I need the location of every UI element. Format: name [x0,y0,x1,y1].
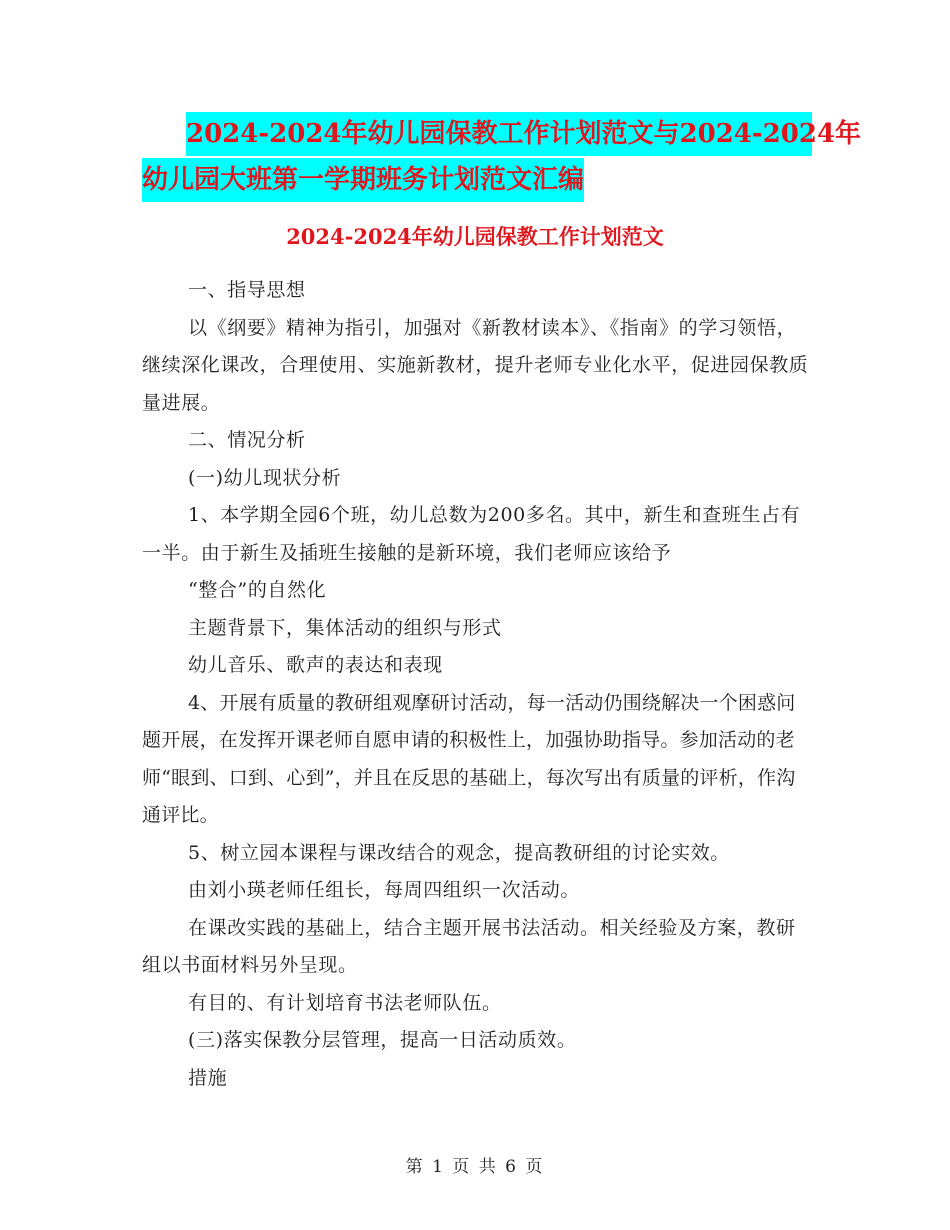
paragraph-music-expression: 幼儿音乐、歌声的表达和表现 [188,654,443,676]
document-title [142,112,862,202]
paragraph-group-leader: 由刘小瑛老师任组长，每周四组织一次活动。 [188,879,581,901]
paragraph-item-1: 1、本学期全园6个班，幼儿总数为200多名。其中，新生和查班生占有一半。由于新生及插班生接触的是新环境，我们老师应该给予 [142,504,801,564]
paragraph-theme-background: 主题背景下，集体活动的组织与形式 [188,616,502,639]
heading-child-status: (一)幼儿现状分析 [188,466,342,489]
heading-layered-management: (三)落实保教分层管理，提高一日活动质效。 [188,1029,577,1051]
heading-situation-analysis: 二、情况分析 [188,429,306,451]
section-subtitle: 2024-2024年幼儿园保教工作计划范文 [286,224,664,249]
title-line-2: 幼儿园大班第一学期班务计划范文汇编 [142,158,584,202]
paragraph-item-4: 4、开展有质量的教研组观摩研讨活动，每一活动仍围绕解决一个困惑问题开展，在发挥开课老师自愿申请的积极性上，加强协助指导。参加活动的老师“眼到、口到、心到”，并且在反思的基础上，每次写出有质量的评析，作沟通评比。 [142,691,796,826]
paragraph-calligraphy: 在课改实践的基础上，结合主题开展书法活动。相关经验及方案，教研组以书面材料另外呈现。 [142,916,796,976]
page-footer: 第 1 页 共 6 页 [405,1157,545,1177]
heading-guiding-thought: 一、指导思想 [188,279,306,301]
heading-measures: 措施 [188,1066,228,1089]
document-body [142,272,812,1097]
paragraph-integration: “整合”的自然化 [188,579,327,601]
title-line-1: 2024-2024年幼儿园保教工作计划范文与2024-2024年 [186,112,812,156]
paragraph-teacher-team: 有目的、有计划培育书法老师队伍。 [188,991,502,1014]
paragraph-guiding-thought: 以《纲要》精神为指引，加强对《新教材读本》、《指南》的学习领悟，继续深化课改，合理使用、实施新教材，提升老师专业化水平，促进园保教质量进展。 [142,316,809,414]
paragraph-item-5: 5、树立园本课程与课改结合的观念，提高教研组的讨论实效。 [188,841,730,864]
